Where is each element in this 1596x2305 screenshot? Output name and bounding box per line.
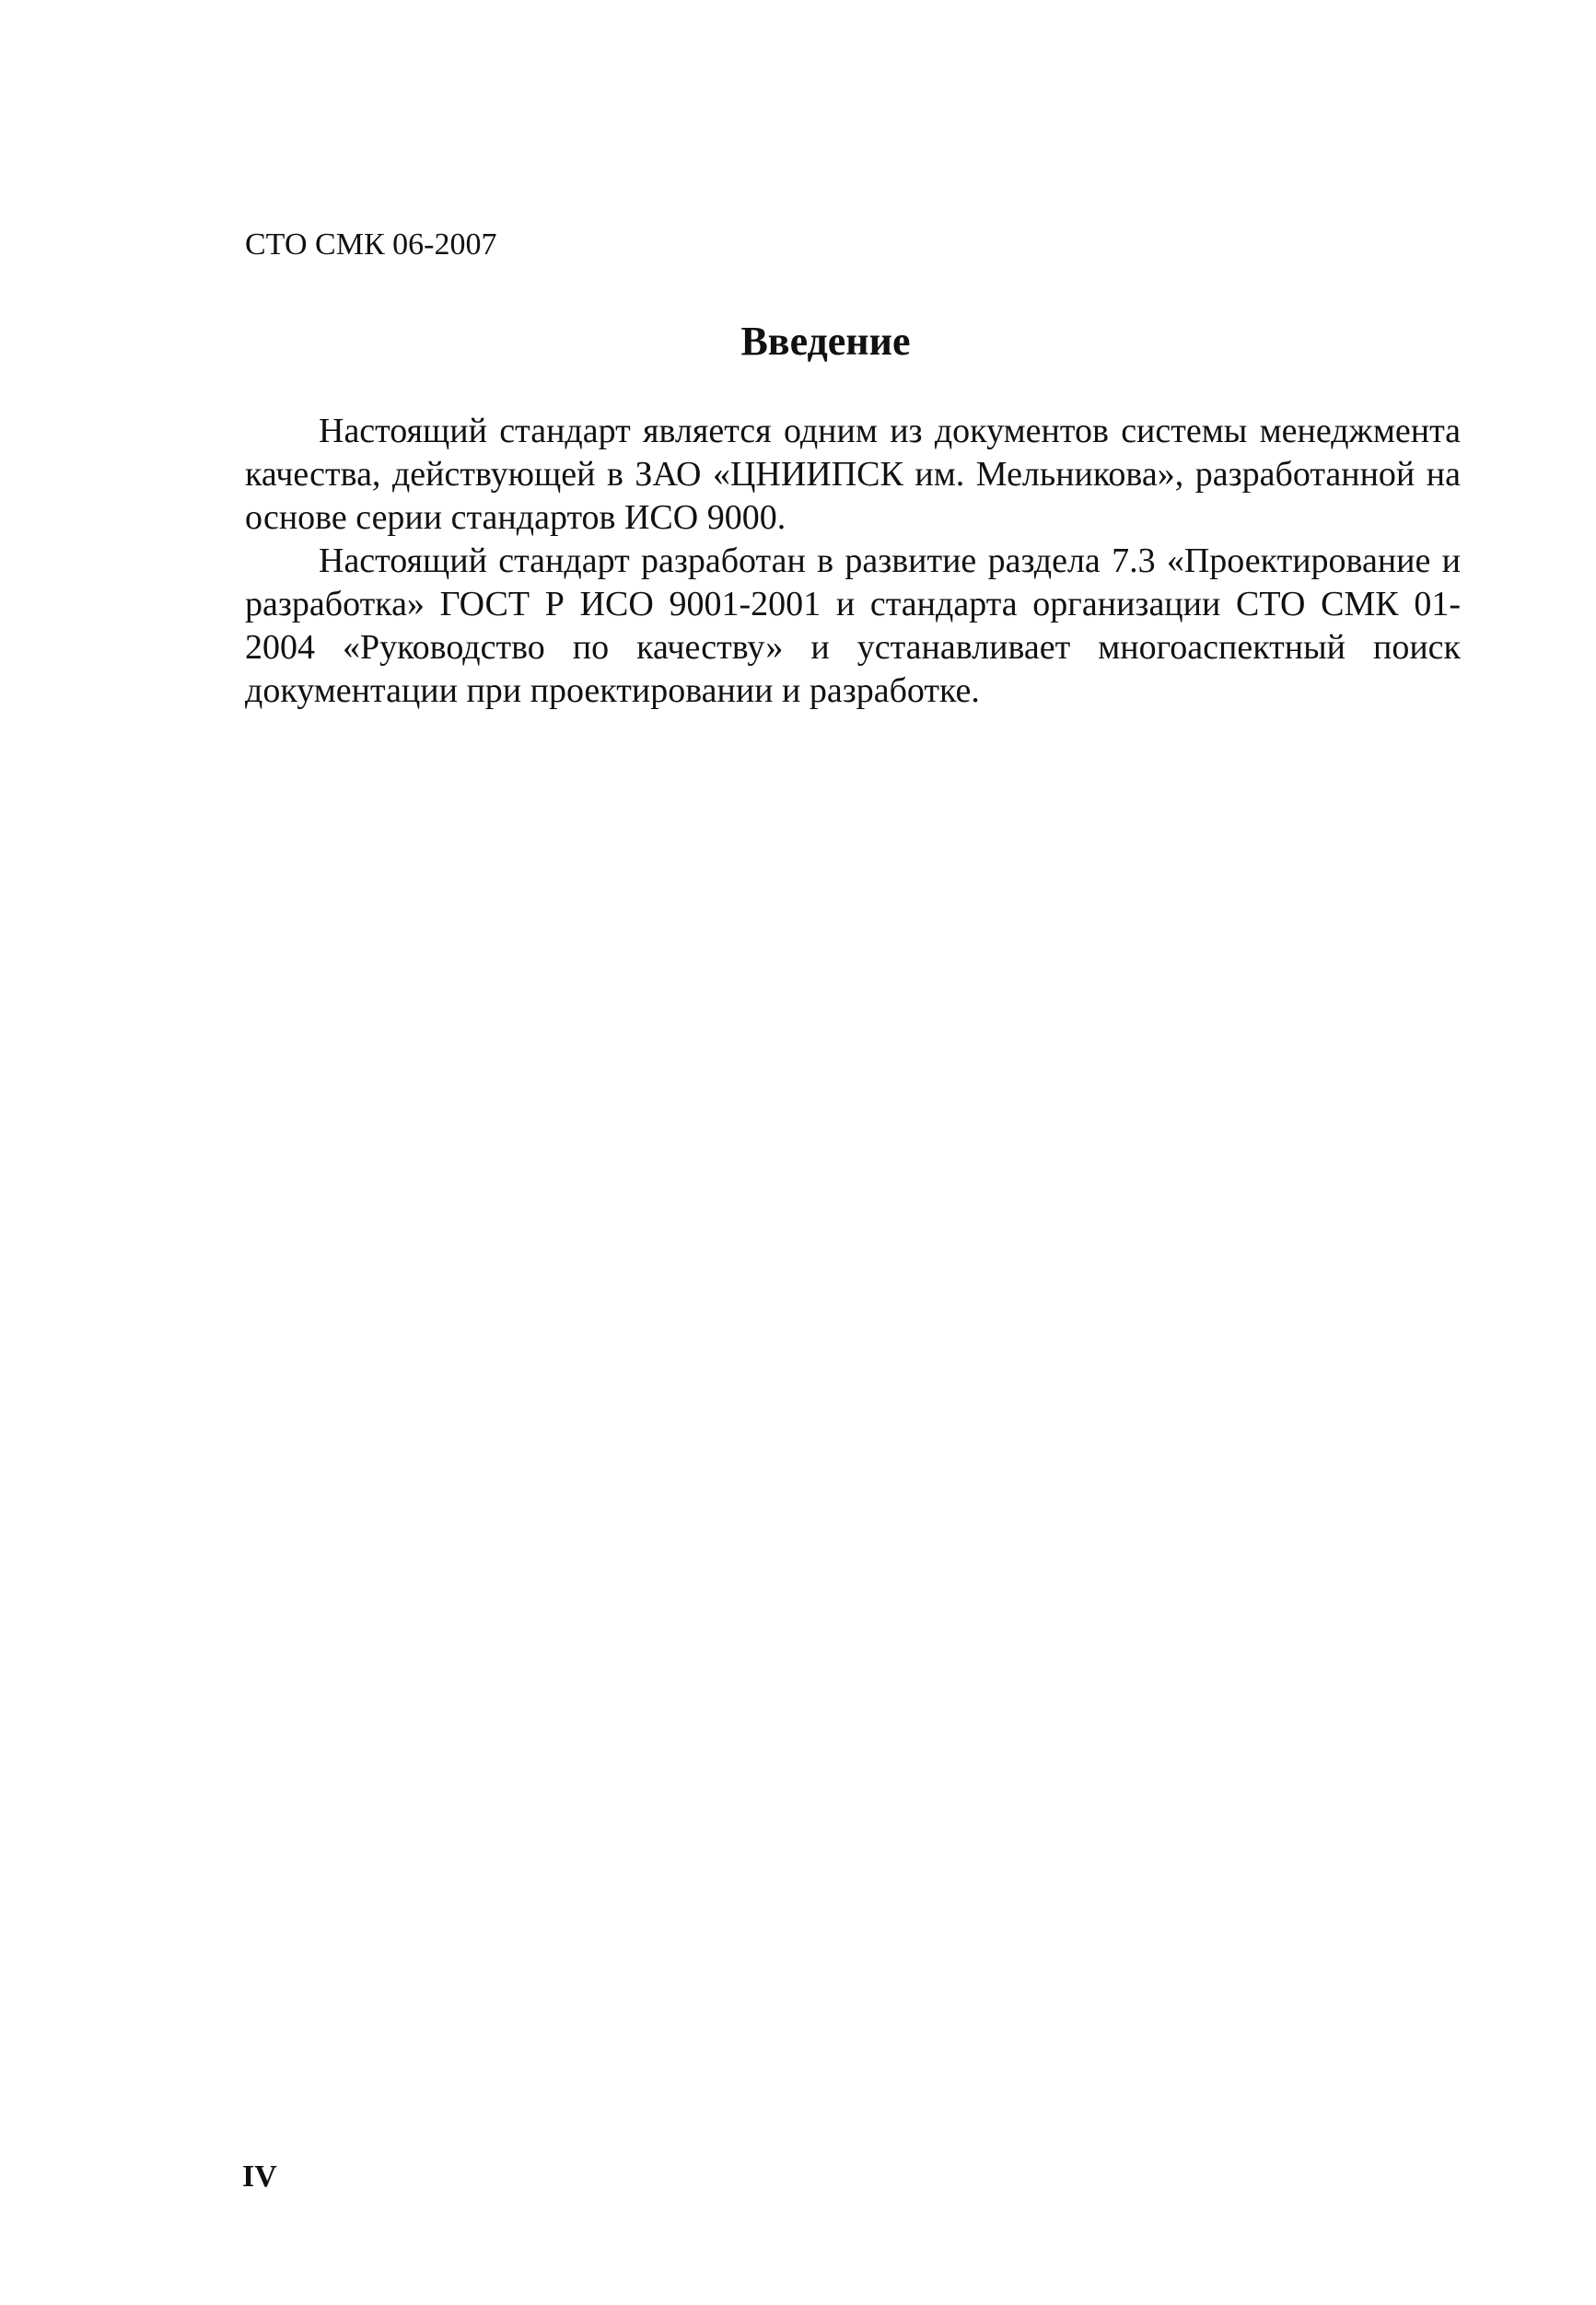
section-body xyxy=(245,410,1461,713)
paragraph: Настоящий стандарт разработан в развитие раздела 7.3 «Проектирование и разработка» ГОСТ Р ИСО 9001-2001 и стандарта организации СТО СМК 01-2004 «Руководство по качеству» и устанавливает многоаспектный поиск документации при проектировании и разработке. xyxy=(245,541,1461,710)
paragraph: Настоящий стандарт является одним из документов системы менеджмента качества, действующей в ЗАО «ЦНИИПСК им. Мельникова», разработанной на основе серии стандартов ИСО 9000. xyxy=(245,412,1461,537)
page-number: IV xyxy=(242,2159,277,2194)
document-code: СТО СМК 06-2007 xyxy=(245,227,497,262)
section-title: Введение xyxy=(740,319,911,364)
